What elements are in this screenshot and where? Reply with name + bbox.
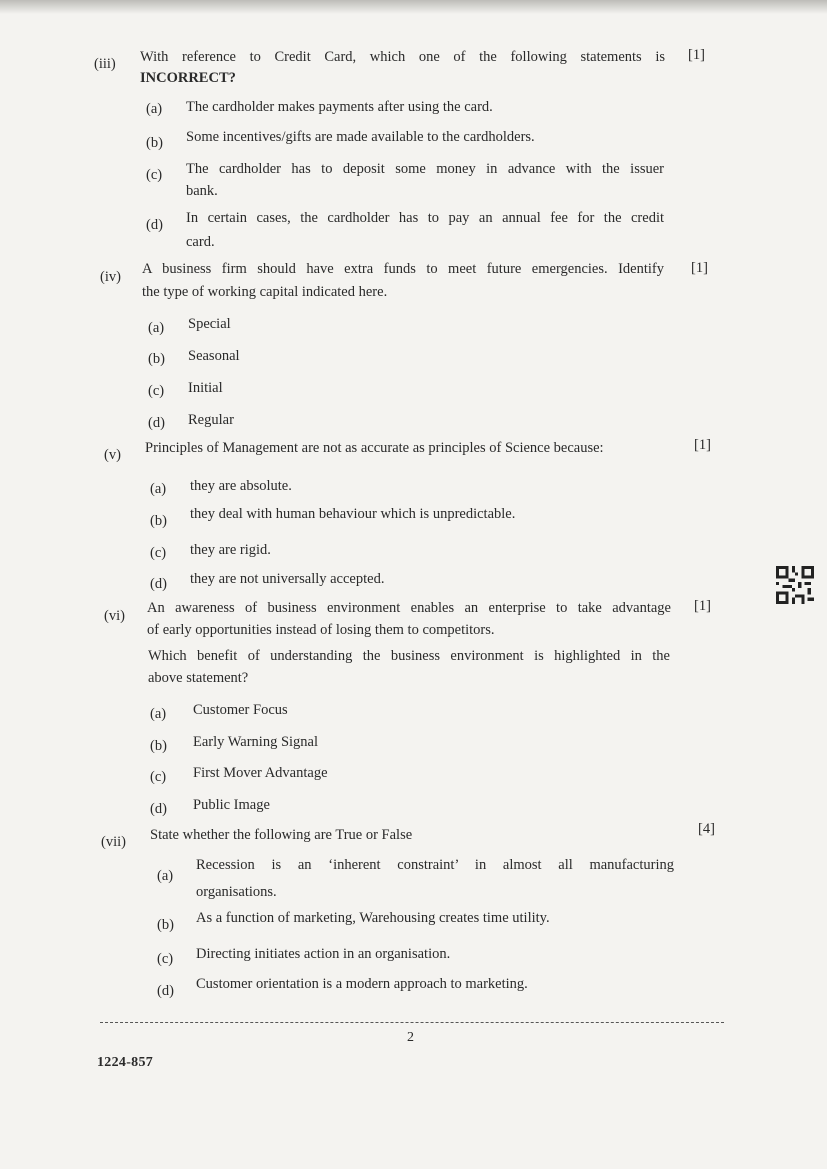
option-label: (c)	[150, 545, 167, 561]
option-text: Directing initiates action in an organisation.	[196, 946, 451, 962]
option-label: (c)	[150, 769, 167, 785]
option-label: (b)	[157, 917, 174, 933]
option-text: Seasonal	[188, 348, 240, 364]
option-text: Customer Focus	[193, 702, 288, 718]
question-number: (vi)	[104, 608, 125, 624]
paper-code: 1224-857	[97, 1055, 154, 1070]
option-text: they are rigid.	[190, 542, 271, 558]
option-text-continued: bank.	[186, 183, 218, 199]
question-text-continued: the type of working capital indicated here.	[142, 284, 388, 300]
option-label: (a)	[148, 320, 165, 336]
option-text-continued: card.	[186, 234, 215, 250]
footer-divider	[100, 1022, 724, 1023]
option-label: (b)	[150, 738, 167, 754]
option-text: they are not universally accepted.	[190, 571, 385, 587]
page-number: 2	[407, 1030, 414, 1045]
option-text: Recession is an ‘inherent constraint’ in almost all manufacturing	[196, 857, 674, 873]
option-label: (a)	[157, 868, 174, 884]
option-text: Early Warning Signal	[193, 734, 319, 750]
option-label: (c)	[146, 167, 163, 183]
option-text: As a function of marketing, Warehousing creates time utility.	[196, 910, 550, 926]
option-text: Special	[188, 316, 231, 332]
question-number: (v)	[104, 447, 121, 463]
scan-edge-shadow	[0, 0, 827, 14]
option-text: First Mover Advantage	[193, 765, 328, 781]
question-number: (vii)	[101, 834, 126, 850]
option-label: (b)	[146, 135, 163, 151]
option-label: (c)	[157, 951, 174, 967]
marks: [1]	[688, 47, 705, 63]
option-label: (a)	[150, 481, 167, 497]
option-text: Initial	[188, 380, 223, 396]
option-label: (d)	[157, 983, 174, 999]
qr-code-icon	[776, 566, 814, 604]
marks: [1]	[694, 437, 711, 453]
question-number: (iv)	[100, 269, 121, 285]
option-label: (a)	[146, 101, 163, 117]
marks: [1]	[691, 260, 708, 276]
question-prompt: Which benefit of understanding the business environment is highlighted in the	[148, 648, 670, 664]
option-text: they deal with human behaviour which is unpredictable.	[190, 506, 516, 522]
option-label: (d)	[148, 415, 165, 431]
option-text: Customer orientation is a modern approach to marketing.	[196, 976, 528, 992]
option-text: they are absolute.	[190, 478, 292, 494]
option-label: (d)	[150, 801, 167, 817]
option-label: (c)	[148, 383, 165, 399]
question-prompt-continued: above statement?	[148, 670, 249, 686]
option-text: The cardholder has to deposit some money in advance with the issuer	[186, 161, 664, 177]
question-text: Principles of Management are not as accurate as principles of Science because:	[145, 440, 604, 456]
option-text: In certain cases, the cardholder has to pay an annual fee for the credit	[186, 210, 664, 226]
question-text: A business firm should have extra funds to meet future emergencies. Identify	[142, 261, 664, 277]
question-text: With reference to Credit Card, which one of the following statements is	[140, 49, 665, 65]
question-text-continued: of early opportunities instead of losing them to competitors.	[147, 622, 495, 638]
option-text-continued: organisations.	[196, 884, 277, 900]
marks: [4]	[698, 821, 715, 837]
option-text: The cardholder makes payments after using the card.	[186, 99, 493, 115]
option-label: (b)	[150, 513, 167, 529]
question-text: State whether the following are True or False	[150, 827, 413, 843]
option-label: (a)	[150, 706, 167, 722]
option-label: (d)	[150, 576, 167, 592]
option-text: Regular	[188, 412, 234, 428]
question-text-emphasis: INCORRECT?	[140, 70, 236, 86]
option-text: Public Image	[193, 797, 270, 813]
marks: [1]	[694, 598, 711, 614]
option-label: (d)	[146, 217, 163, 233]
question-text: An awareness of business environment enables an enterprise to take advantage	[147, 600, 671, 616]
option-label: (b)	[148, 351, 165, 367]
option-text: Some incentives/gifts are made available to the cardholders.	[186, 129, 535, 145]
question-number: (iii)	[94, 56, 116, 72]
